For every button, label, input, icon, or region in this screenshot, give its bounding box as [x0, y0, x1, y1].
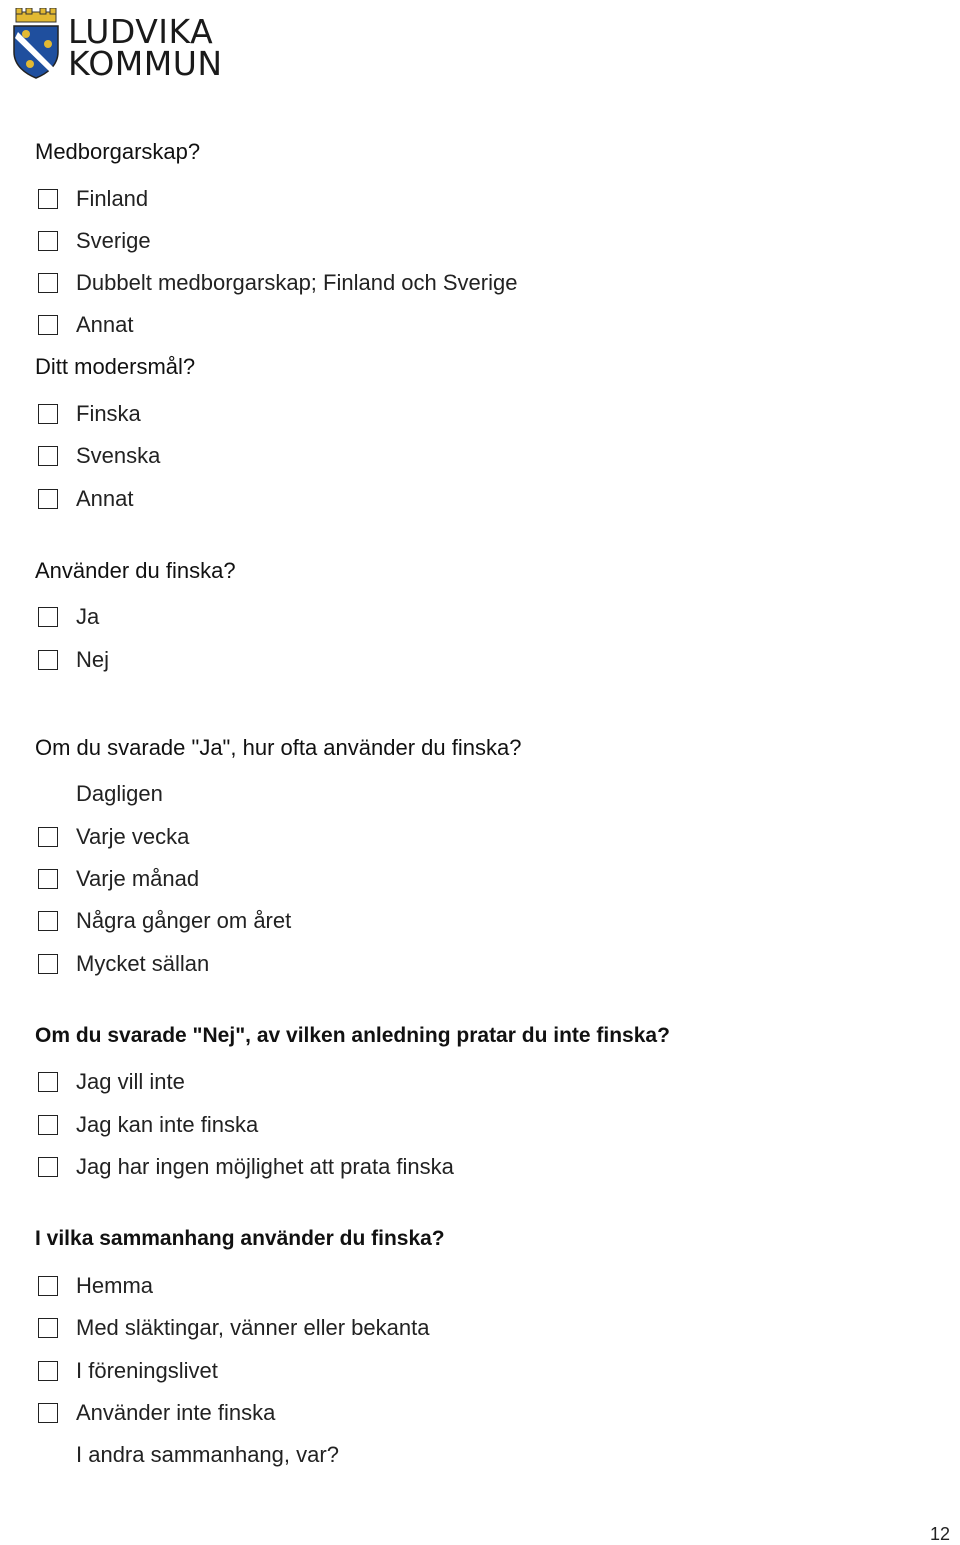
- option-label: Med släktingar, vänner eller bekanta: [76, 1315, 430, 1340]
- option-nej[interactable]: [38, 647, 109, 673]
- option-anvander-inte-finska[interactable]: [38, 1400, 275, 1426]
- option-annat[interactable]: [38, 486, 134, 512]
- option-label: Varje månad: [76, 866, 200, 891]
- option-finska[interactable]: [38, 401, 141, 427]
- checkbox[interactable]: [38, 1115, 58, 1135]
- option-label: Dagligen: [76, 781, 163, 806]
- option-foreningslivet[interactable]: [38, 1358, 218, 1384]
- option-ingen-mojlighet[interactable]: [38, 1154, 454, 1180]
- option-label: Annat: [76, 486, 134, 511]
- option-nagra-ganger-om-aret[interactable]: [38, 908, 291, 934]
- checkbox[interactable]: [38, 607, 58, 627]
- checkbox[interactable]: [38, 1361, 58, 1381]
- option-varje-manad[interactable]: [38, 866, 199, 892]
- option-dubbelt-medborgarskap[interactable]: [38, 270, 517, 296]
- checkbox[interactable]: [38, 1276, 58, 1296]
- checkbox[interactable]: [38, 231, 58, 251]
- option-jag-kan-inte-finska[interactable]: [38, 1112, 258, 1138]
- option-label: Jag vill inte: [76, 1069, 185, 1094]
- option-label: I andra sammanhang, var?: [76, 1442, 339, 1467]
- option-label: I föreningslivet: [76, 1358, 218, 1383]
- checkbox[interactable]: [38, 954, 58, 974]
- ludvika-kommun-logo: [10, 8, 225, 82]
- option-label: Jag har ingen möjlighet att prata finska: [76, 1154, 454, 1179]
- checkbox[interactable]: [38, 1072, 58, 1092]
- option-label: Annat: [76, 312, 134, 337]
- option-label: Mycket sällan: [76, 951, 210, 976]
- option-label: Jag kan inte finska: [76, 1112, 259, 1137]
- checkbox[interactable]: [38, 869, 58, 889]
- option-label: Sverige: [76, 228, 151, 253]
- option-varje-vecka[interactable]: [38, 824, 189, 850]
- checkbox[interactable]: [38, 827, 58, 847]
- question-sammanhang: I vilka sammanhang använder du finska?: [35, 1227, 445, 1250]
- checkbox[interactable]: [38, 315, 58, 335]
- option-label: Några gånger om året: [76, 908, 292, 933]
- option-label: Finska: [76, 401, 141, 426]
- checkbox[interactable]: [38, 446, 58, 466]
- option-label: Finland: [76, 186, 149, 211]
- option-med-slaktingar[interactable]: [38, 1315, 429, 1341]
- question-anvander-finska: Använder du finska?: [35, 558, 236, 583]
- checkbox[interactable]: [38, 273, 58, 293]
- question-modersmal: Ditt modersmål?: [35, 354, 196, 379]
- checkbox[interactable]: [38, 1445, 58, 1465]
- option-label: Nej: [76, 647, 110, 672]
- logo-wordmark: [68, 12, 223, 83]
- option-dagligen[interactable]: [38, 781, 163, 807]
- option-ja[interactable]: [38, 604, 99, 630]
- option-label: Hemma: [76, 1273, 154, 1298]
- logo-line-ludvika: LUDVIKA: [68, 12, 214, 51]
- checkbox[interactable]: [38, 1157, 58, 1177]
- option-hemma[interactable]: [38, 1273, 153, 1299]
- question-medborgarskap: Medborgarskap?: [35, 139, 201, 164]
- option-finland[interactable]: [38, 186, 148, 212]
- option-label: Dubbelt medborgarskap; Finland och Sverige: [76, 270, 518, 295]
- option-label: Ja: [76, 604, 100, 629]
- checkbox[interactable]: [38, 650, 58, 670]
- checkbox[interactable]: [38, 189, 58, 209]
- option-sverige[interactable]: [38, 228, 151, 254]
- checkbox[interactable]: [38, 1403, 58, 1423]
- ludvika-coat-of-arms-icon: [10, 8, 62, 80]
- option-label: Varje vecka: [76, 824, 190, 849]
- option-jag-vill-inte[interactable]: [38, 1069, 185, 1095]
- option-label: Svenska: [76, 443, 161, 468]
- logo-line-kommun: KOMMUN: [68, 44, 223, 83]
- option-annat[interactable]: [38, 312, 134, 338]
- question-varfor-inte-finska: Om du svarade "Nej", av vilken anledning pratar du inte finska?: [35, 1024, 670, 1047]
- page-number: 12: [929, 1524, 950, 1544]
- option-mycket-sallan[interactable]: [38, 951, 209, 977]
- option-svenska[interactable]: [38, 443, 160, 469]
- checkbox[interactable]: [38, 404, 58, 424]
- option-andra-sammanhang[interactable]: [38, 1442, 339, 1468]
- option-label: Använder inte finska: [76, 1400, 276, 1425]
- question-hur-ofta: Om du svarade "Ja", hur ofta använder du finska?: [35, 735, 522, 760]
- checkbox[interactable]: [38, 489, 58, 509]
- checkbox[interactable]: [38, 784, 58, 804]
- checkbox[interactable]: [38, 911, 58, 931]
- checkbox[interactable]: [38, 1318, 58, 1338]
